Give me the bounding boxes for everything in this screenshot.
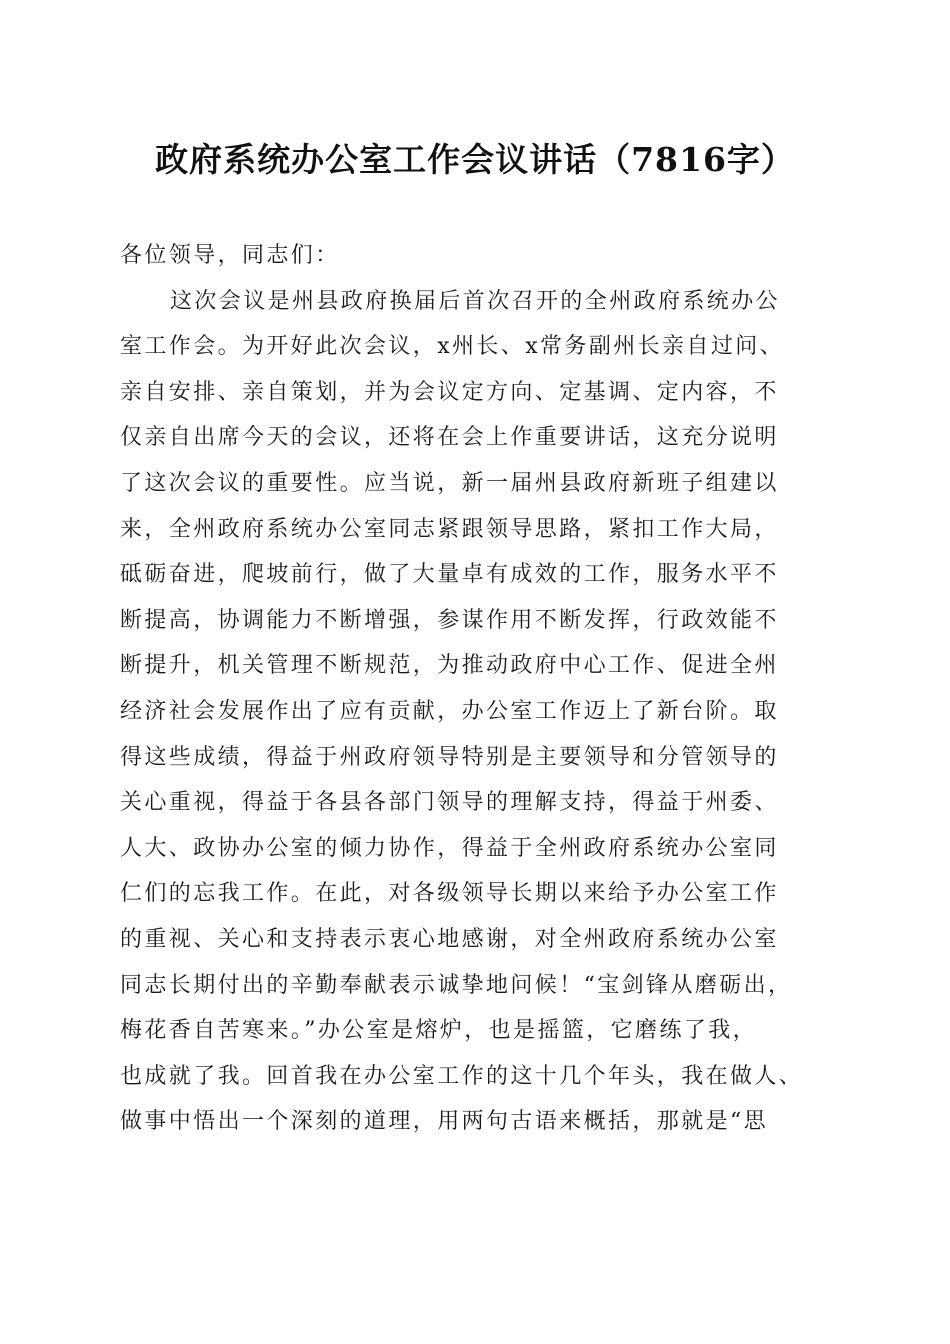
paragraph-line: 做事中悟出一个深刻的道理，用两句古语来概括，那就是“思 xyxy=(120,1109,769,1135)
paragraph-line: 人大、政协办公室的倾力协作，得益于全州政府系统办公室同 xyxy=(120,835,779,861)
paragraph-line: 了这次会议的重要性。应当说，新一届州县政府新班子组建以 xyxy=(120,470,779,496)
paragraph-line: 仁们的忘我工作。在此，对各级领导长期以来给予办公室工作 xyxy=(120,881,779,907)
paragraph-line: 断提升，机关管理不断规范，为推动政府中心工作、促进全州 xyxy=(120,653,779,679)
document-body xyxy=(120,233,832,1145)
paragraph-line: 室工作会。为开好此次会议，x州长、x常务副州长亲自过问、 xyxy=(120,334,785,360)
paragraph-line: 仅亲自出席今天的会议，还将在会上作重要讲话，这充分说明 xyxy=(120,425,779,451)
paragraph-line: 关心重视，得益于各县各部门领导的理解支持，得益于州委、 xyxy=(120,790,779,816)
paragraph-line: 砥砺奋进，爬坡前行，做了大量卓有成效的工作，服务水平不 xyxy=(120,562,779,588)
paragraph-line: 得这些成绩，得益于州政府领导特别是主要领导和分管领导的 xyxy=(120,744,779,770)
document-title: 政府系统办公室工作会议讲话（7816字） xyxy=(155,140,795,179)
paragraph-line: 同志长期付出的辛勤奉献表示诚挚地问候！“宝剑锋从磨砺出， xyxy=(120,972,793,998)
paragraph-line: 经济社会发展作出了应有贡献，办公室工作迈上了新台阶。取 xyxy=(120,698,779,724)
paragraph-line: 梅花香自苦寒来。”办公室是熔炉，也是摇篮，它磨练了我， xyxy=(120,1018,758,1044)
paragraph-line: 断提高，协调能力不断增强，参谋作用不断发挥，行政效能不 xyxy=(120,607,779,633)
paragraph-line: 这次会议是州县政府换届后首次召开的全州政府系统办公 xyxy=(170,288,781,314)
paragraph-line: 亲自安排、亲自策划，并为会议定方向、定基调、定内容，不 xyxy=(120,379,779,405)
paragraph-line: 的重视、关心和支持表示衷心地感谢，对全州政府系统办公室 xyxy=(120,926,779,952)
salutation: 各位领导，同志们： xyxy=(120,243,340,268)
paragraph-line: 来，全州政府系统办公室同志紧跟领导思路，紧扣工作大局， xyxy=(120,516,779,542)
paragraph-line: 也成就了我。回首我在办公室工作的这十几个年头，我在做人、 xyxy=(120,1063,804,1089)
